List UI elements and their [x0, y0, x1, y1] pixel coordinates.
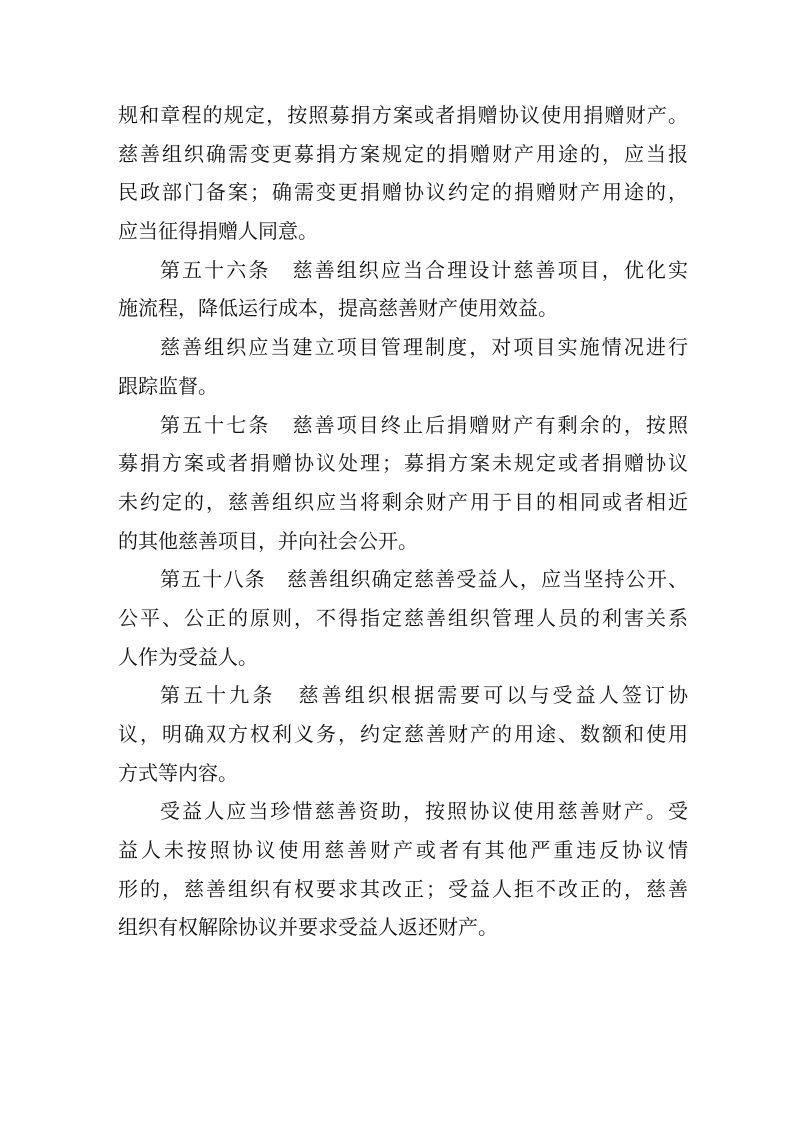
text-line: 第五十七条 慈善项目终止后捐赠财产有剩余的，按照 — [160, 412, 688, 437]
text-line: 施流程，降低运行成本，提高慈善财产使用效益。 — [118, 296, 558, 321]
text-line: 慈善组织应当建立项目管理制度，对项目实施情况进行 — [160, 335, 688, 360]
text-line: 公平、公正的原则，不得指定慈善组织管理人员的利害关系 — [118, 605, 688, 630]
text-line: 应当征得捐赠人同意。 — [118, 219, 318, 244]
document-body — [118, 96, 688, 947]
text-line: 人作为受益人。 — [118, 644, 258, 669]
text-line: 方式等内容。 — [118, 760, 238, 785]
text-line: 受益人应当珍惜慈善资助，按照协议使用慈善财产。受 — [160, 799, 688, 824]
text-line: 第五十六条 慈善组织应当合理设计慈善项目，优化实 — [160, 257, 688, 282]
text-line: 益人未按照协议使用慈善财产或者有其他严重违反协议情 — [118, 838, 688, 863]
text-line: 形的，慈善组织有权要求其改正；受益人拒不改正的，慈善 — [118, 876, 688, 901]
text-line: 募捐方案或者捐赠协议处理；募捐方案未规定或者捐赠协议 — [118, 451, 688, 476]
text-line: 跟踪监督。 — [118, 373, 218, 398]
text-line: 议，明确双方权利义务，约定慈善财产的用途、数额和使用 — [118, 722, 688, 746]
text-line: 未约定的，慈善组织应当将剩余财产用于目的相同或者相近 — [118, 489, 688, 514]
text-line: 慈善组织确需变更募捐方案规定的捐赠财产用途的，应当报 — [118, 141, 688, 166]
text-line: 的其他慈善项目，并向社会公开。 — [118, 528, 418, 553]
text-line: 组织有权解除协议并要求受益人返还财产。 — [118, 915, 498, 940]
text-line: 民政部门备案；确需变更捐赠协议约定的捐赠财产用途的， — [118, 180, 688, 205]
text-line: 第五十九条 慈善组织根据需要可以与受益人签订协 — [160, 683, 688, 708]
text-line: 规和章程的规定，按照募捐方案或者捐赠协议使用捐赠财产。 — [118, 103, 688, 127]
text-line: 第五十八条 慈善组织确定慈善受益人，应当坚持公开、 — [160, 567, 688, 592]
